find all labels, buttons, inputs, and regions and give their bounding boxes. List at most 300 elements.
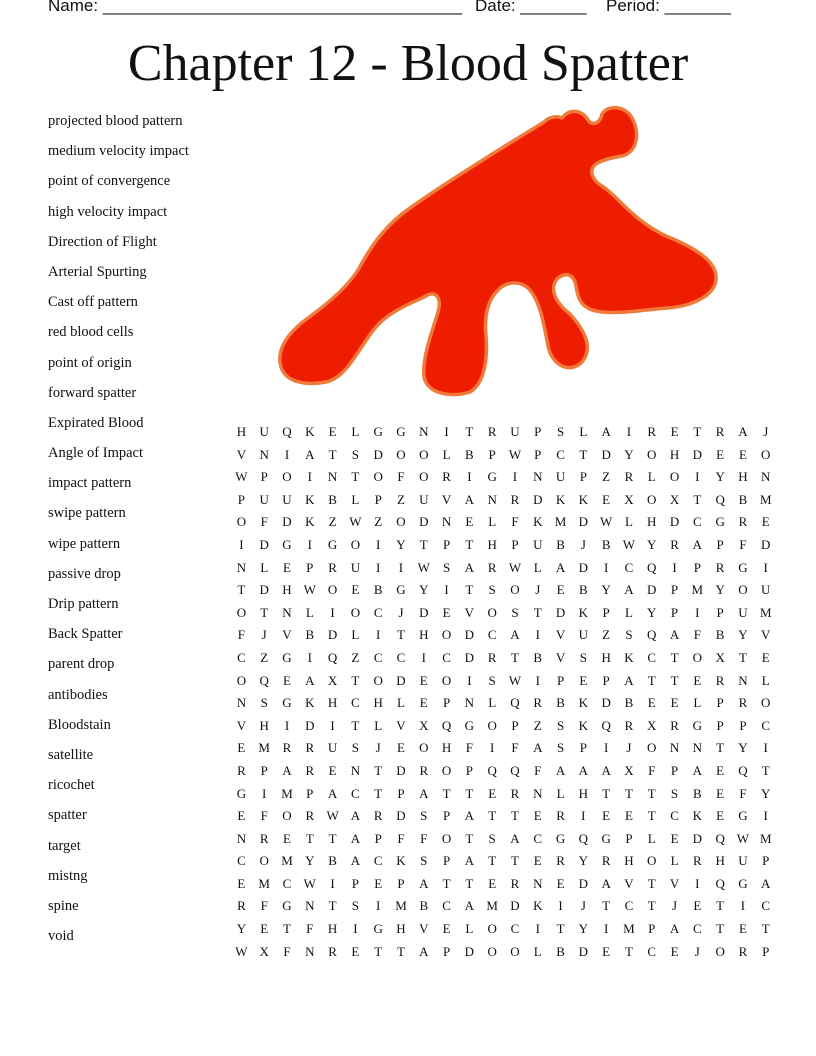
grid-letter[interactable]: Z: [602, 469, 611, 485]
grid-letter[interactable]: A: [419, 875, 429, 891]
grid-letter[interactable]: A: [624, 582, 634, 598]
grid-letter[interactable]: H: [669, 446, 680, 462]
grid-letter[interactable]: N: [305, 943, 315, 959]
grid-letter[interactable]: O: [647, 740, 657, 756]
grid-letter[interactable]: V: [555, 649, 566, 665]
grid-letter[interactable]: K: [305, 424, 315, 439]
grid-letter[interactable]: P: [762, 853, 770, 869]
grid-letter[interactable]: D: [419, 514, 429, 530]
grid-letter[interactable]: P: [602, 672, 610, 688]
grid-letter[interactable]: S: [351, 740, 359, 756]
grid-letter[interactable]: S: [625, 627, 633, 643]
grid-letter[interactable]: P: [762, 943, 770, 959]
grid-letter[interactable]: T: [351, 672, 360, 688]
grid-letter[interactable]: E: [260, 921, 269, 937]
grid-letter[interactable]: T: [488, 853, 497, 869]
grid-letter[interactable]: H: [487, 536, 497, 552]
grid-letter[interactable]: T: [716, 898, 725, 914]
grid-letter[interactable]: X: [715, 649, 725, 665]
grid-letter[interactable]: A: [282, 762, 292, 778]
grid-letter[interactable]: A: [464, 559, 475, 575]
grid-letter[interactable]: I: [467, 672, 472, 688]
grid-letter[interactable]: T: [328, 898, 337, 914]
grid-letter[interactable]: J: [626, 740, 632, 756]
grid-letter[interactable]: V: [441, 491, 452, 507]
grid-letter[interactable]: D: [578, 875, 589, 891]
grid-letter[interactable]: I: [535, 672, 540, 688]
grid-letter[interactable]: W: [417, 559, 430, 575]
grid-letter[interactable]: P: [579, 469, 587, 485]
grid-letter[interactable]: C: [647, 943, 657, 959]
grid-letter[interactable]: R: [715, 672, 725, 688]
grid-letter[interactable]: H: [601, 649, 611, 665]
grid-letter[interactable]: H: [396, 921, 406, 937]
grid-letter[interactable]: F: [237, 627, 246, 643]
grid-letter[interactable]: I: [512, 469, 518, 485]
grid-letter[interactable]: C: [624, 898, 634, 914]
grid-letter[interactable]: N: [419, 424, 429, 439]
grid-letter[interactable]: I: [421, 649, 426, 665]
grid-letter[interactable]: Q: [715, 875, 725, 891]
grid-letter[interactable]: G: [692, 717, 703, 733]
grid-letter[interactable]: E: [556, 582, 565, 598]
grid-letter[interactable]: E: [533, 853, 542, 869]
grid-letter[interactable]: F: [511, 740, 519, 756]
grid-letter[interactable]: I: [239, 536, 244, 552]
grid-letter[interactable]: W: [235, 943, 248, 959]
grid-letter[interactable]: E: [283, 830, 291, 846]
grid-letter[interactable]: O: [350, 604, 361, 620]
grid-letter[interactable]: U: [259, 424, 269, 439]
grid-letter[interactable]: C: [693, 921, 702, 937]
grid-letter[interactable]: N: [236, 559, 247, 575]
grid-letter[interactable]: I: [307, 649, 312, 665]
grid-letter[interactable]: E: [670, 695, 679, 711]
grid-letter[interactable]: B: [579, 582, 588, 598]
grid-letter[interactable]: T: [328, 446, 337, 462]
grid-letter[interactable]: P: [534, 424, 542, 439]
grid-letter[interactable]: U: [510, 424, 520, 439]
grid-letter[interactable]: K: [555, 491, 566, 507]
grid-letter[interactable]: D: [692, 830, 703, 846]
grid-letter[interactable]: N: [441, 514, 452, 530]
grid-letter[interactable]: O: [373, 469, 383, 485]
grid-letter[interactable]: C: [761, 717, 771, 733]
date-field[interactable]: Date: _______: [475, 0, 587, 15]
grid-letter[interactable]: C: [761, 898, 771, 914]
grid-letter[interactable]: E: [533, 808, 542, 824]
grid-letter[interactable]: I: [763, 559, 768, 575]
grid-letter[interactable]: R: [738, 943, 748, 959]
grid-letter[interactable]: I: [558, 898, 563, 914]
grid-letter[interactable]: J: [672, 898, 678, 914]
grid-letter[interactable]: R: [487, 559, 497, 575]
grid-letter[interactable]: S: [420, 808, 428, 824]
grid-letter[interactable]: B: [556, 695, 565, 711]
grid-letter[interactable]: R: [305, 740, 315, 756]
grid-letter[interactable]: I: [603, 559, 609, 575]
grid-letter[interactable]: F: [397, 469, 405, 485]
grid-letter[interactable]: A: [555, 559, 566, 575]
grid-letter[interactable]: E: [374, 875, 383, 891]
grid-letter[interactable]: A: [601, 875, 611, 891]
grid-letter[interactable]: O: [282, 469, 292, 485]
grid-letter[interactable]: O: [647, 853, 657, 869]
grid-letter[interactable]: T: [716, 921, 725, 937]
grid-letter[interactable]: E: [465, 514, 474, 530]
grid-letter[interactable]: K: [533, 514, 543, 530]
grid-letter[interactable]: E: [602, 943, 611, 959]
grid-letter[interactable]: W: [349, 514, 362, 530]
grid-letter[interactable]: A: [464, 491, 475, 507]
grid-letter[interactable]: B: [465, 446, 474, 462]
grid-letter[interactable]: L: [693, 695, 702, 711]
grid-letter[interactable]: X: [624, 762, 634, 778]
grid-letter[interactable]: P: [511, 536, 519, 552]
grid-letter[interactable]: E: [237, 740, 246, 756]
grid-letter[interactable]: P: [670, 762, 679, 778]
grid-letter[interactable]: P: [306, 785, 314, 801]
grid-letter[interactable]: F: [397, 830, 405, 846]
grid-letter[interactable]: T: [647, 898, 656, 914]
grid-letter[interactable]: S: [556, 717, 565, 733]
grid-letter[interactable]: X: [647, 717, 657, 733]
grid-letter[interactable]: O: [441, 762, 452, 778]
grid-letter[interactable]: I: [763, 740, 768, 756]
grid-letter[interactable]: K: [533, 898, 543, 914]
grid-letter[interactable]: O: [669, 469, 680, 485]
grid-letter[interactable]: P: [716, 717, 724, 733]
grid-letter[interactable]: V: [464, 604, 475, 620]
grid-letter[interactable]: S: [260, 695, 268, 711]
grid-letter[interactable]: Y: [624, 446, 634, 462]
grid-letter[interactable]: L: [397, 695, 405, 711]
grid-letter[interactable]: R: [305, 762, 315, 778]
grid-letter[interactable]: B: [693, 785, 702, 801]
grid-letter[interactable]: I: [444, 424, 449, 439]
grid-letter[interactable]: T: [510, 808, 519, 824]
grid-letter[interactable]: G: [555, 830, 566, 846]
grid-letter[interactable]: A: [669, 627, 680, 643]
grid-letter[interactable]: W: [508, 672, 522, 688]
grid-letter[interactable]: G: [282, 536, 292, 552]
grid-letter[interactable]: V: [761, 627, 771, 643]
grid-letter[interactable]: R: [419, 762, 429, 778]
grid-letter[interactable]: J: [261, 627, 267, 643]
grid-letter[interactable]: A: [533, 740, 543, 756]
grid-letter[interactable]: L: [351, 627, 360, 643]
grid-letter[interactable]: T: [305, 830, 314, 846]
grid-letter[interactable]: Y: [738, 627, 748, 643]
grid-letter[interactable]: R: [259, 830, 269, 846]
grid-letter[interactable]: M: [623, 921, 635, 937]
grid-letter[interactable]: G: [487, 469, 497, 485]
grid-letter[interactable]: O: [419, 446, 429, 462]
grid-letter[interactable]: C: [624, 559, 634, 575]
grid-letter[interactable]: Z: [602, 627, 611, 643]
grid-letter[interactable]: O: [327, 582, 338, 598]
grid-letter[interactable]: I: [489, 740, 495, 756]
grid-letter[interactable]: P: [693, 559, 701, 575]
grid-letter[interactable]: A: [510, 830, 520, 846]
grid-letter[interactable]: P: [716, 695, 724, 711]
grid-letter[interactable]: Q: [578, 830, 589, 846]
grid-letter[interactable]: G: [396, 424, 406, 439]
grid-letter[interactable]: E: [761, 514, 770, 530]
grid-letter[interactable]: R: [328, 559, 337, 575]
grid-letter[interactable]: F: [306, 921, 314, 937]
grid-letter[interactable]: F: [693, 627, 701, 643]
grid-letter[interactable]: O: [373, 672, 383, 688]
grid-letter[interactable]: M: [759, 491, 772, 507]
grid-letter[interactable]: S: [488, 582, 496, 598]
grid-letter[interactable]: I: [376, 627, 381, 643]
grid-letter[interactable]: K: [692, 808, 703, 824]
grid-letter[interactable]: D: [305, 717, 315, 733]
grid-letter[interactable]: E: [716, 785, 725, 801]
grid-letter[interactable]: R: [738, 695, 748, 711]
grid-letter[interactable]: D: [464, 649, 475, 665]
grid-letter[interactable]: V: [396, 717, 406, 733]
grid-letter[interactable]: P: [534, 446, 542, 462]
grid-letter[interactable]: I: [307, 536, 312, 552]
grid-letter[interactable]: F: [534, 762, 542, 778]
grid-letter[interactable]: A: [624, 672, 634, 688]
grid-letter[interactable]: G: [715, 514, 725, 530]
grid-letter[interactable]: R: [601, 853, 611, 869]
grid-letter[interactable]: E: [283, 672, 291, 688]
grid-letter[interactable]: R: [670, 717, 679, 733]
grid-letter[interactable]: E: [602, 808, 611, 824]
grid-letter[interactable]: R: [487, 649, 497, 665]
grid-letter[interactable]: V: [282, 627, 292, 643]
grid-letter[interactable]: Q: [282, 424, 292, 439]
grid-letter[interactable]: P: [670, 582, 679, 598]
grid-letter[interactable]: V: [669, 875, 680, 891]
grid-letter[interactable]: B: [328, 491, 337, 507]
grid-letter[interactable]: S: [442, 559, 451, 575]
grid-letter[interactable]: E: [738, 921, 747, 937]
grid-letter[interactable]: W: [303, 875, 316, 891]
grid-letter[interactable]: P: [260, 762, 268, 778]
grid-letter[interactable]: T: [465, 536, 474, 552]
grid-letter[interactable]: E: [579, 672, 588, 688]
grid-letter[interactable]: T: [761, 762, 770, 778]
grid-letter[interactable]: Y: [738, 740, 748, 756]
grid-letter[interactable]: A: [305, 672, 315, 688]
grid-letter[interactable]: N: [282, 604, 292, 620]
grid-letter[interactable]: S: [670, 785, 679, 801]
grid-letter[interactable]: I: [603, 740, 609, 756]
grid-letter[interactable]: H: [236, 424, 247, 439]
grid-letter[interactable]: I: [763, 808, 768, 824]
grid-letter[interactable]: T: [465, 424, 474, 439]
name-field[interactable]: Name: ______________________________________: [48, 0, 463, 15]
grid-letter[interactable]: P: [648, 921, 656, 937]
grid-letter[interactable]: D: [669, 514, 680, 530]
grid-letter[interactable]: A: [601, 424, 611, 439]
grid-letter[interactable]: I: [330, 717, 335, 733]
grid-letter[interactable]: O: [487, 717, 497, 733]
grid-letter[interactable]: X: [327, 672, 338, 688]
grid-letter[interactable]: Y: [396, 536, 406, 552]
grid-letter[interactable]: G: [236, 785, 247, 801]
grid-letter[interactable]: E: [738, 446, 747, 462]
grid-letter[interactable]: E: [693, 898, 702, 914]
grid-letter[interactable]: U: [738, 853, 748, 869]
grid-letter[interactable]: C: [351, 695, 360, 711]
grid-letter[interactable]: U: [555, 469, 566, 485]
grid-letter[interactable]: T: [328, 830, 337, 846]
grid-letter[interactable]: F: [260, 808, 268, 824]
grid-letter[interactable]: P: [625, 830, 633, 846]
grid-letter[interactable]: G: [738, 875, 748, 891]
grid-letter[interactable]: L: [647, 830, 656, 846]
grid-letter[interactable]: I: [376, 536, 381, 552]
grid-letter[interactable]: O: [236, 514, 247, 530]
grid-letter[interactable]: U: [350, 559, 361, 575]
grid-letter[interactable]: H: [647, 514, 657, 530]
grid-letter[interactable]: P: [442, 943, 451, 959]
grid-letter[interactable]: L: [533, 943, 542, 959]
grid-letter[interactable]: H: [738, 469, 748, 485]
grid-letter[interactable]: Q: [647, 627, 657, 643]
grid-letter[interactable]: W: [235, 469, 248, 485]
grid-letter[interactable]: K: [305, 491, 315, 507]
grid-letter[interactable]: R: [670, 536, 679, 552]
grid-letter[interactable]: N: [738, 672, 748, 688]
grid-letter[interactable]: I: [695, 604, 700, 620]
grid-letter[interactable]: R: [647, 424, 657, 439]
grid-letter[interactable]: P: [374, 830, 382, 846]
grid-letter[interactable]: N: [487, 491, 497, 507]
grid-letter[interactable]: D: [647, 582, 657, 598]
grid-letter[interactable]: O: [761, 446, 771, 462]
grid-letter[interactable]: G: [738, 559, 748, 575]
grid-letter[interactable]: G: [396, 582, 406, 598]
grid-letter[interactable]: D: [578, 559, 589, 575]
grid-letter[interactable]: H: [259, 717, 269, 733]
grid-letter[interactable]: O: [396, 514, 406, 530]
grid-letter[interactable]: R: [282, 740, 292, 756]
grid-letter[interactable]: I: [353, 921, 358, 937]
grid-letter[interactable]: P: [465, 762, 473, 778]
grid-letter[interactable]: C: [510, 921, 520, 937]
grid-letter[interactable]: P: [397, 785, 405, 801]
grid-letter[interactable]: B: [624, 695, 634, 711]
grid-letter[interactable]: Y: [761, 785, 771, 801]
grid-letter[interactable]: E: [716, 762, 725, 778]
grid-letter[interactable]: U: [761, 582, 771, 598]
grid-letter[interactable]: Q: [441, 717, 452, 733]
grid-letter[interactable]: A: [578, 762, 589, 778]
grid-letter[interactable]: Y: [305, 853, 315, 869]
grid-letter[interactable]: C: [647, 649, 657, 665]
grid-letter[interactable]: V: [236, 446, 247, 462]
grid-letter[interactable]: H: [715, 853, 725, 869]
grid-letter[interactable]: Y: [715, 469, 725, 485]
grid-letter[interactable]: F: [739, 536, 747, 552]
grid-letter[interactable]: R: [624, 469, 634, 485]
grid-letter[interactable]: Z: [351, 649, 360, 665]
grid-letter[interactable]: J: [375, 740, 381, 756]
grid-letter[interactable]: Y: [715, 582, 725, 598]
grid-letter[interactable]: O: [692, 649, 703, 665]
grid-letter[interactable]: A: [464, 853, 475, 869]
grid-letter[interactable]: V: [236, 717, 247, 733]
grid-letter[interactable]: I: [603, 921, 609, 937]
grid-letter[interactable]: D: [419, 604, 429, 620]
grid-letter[interactable]: R: [510, 785, 520, 801]
grid-letter[interactable]: D: [282, 514, 292, 530]
grid-letter[interactable]: H: [441, 740, 452, 756]
grid-letter[interactable]: E: [419, 695, 428, 711]
grid-letter[interactable]: G: [282, 649, 292, 665]
grid-letter[interactable]: X: [624, 491, 634, 507]
grid-letter[interactable]: D: [761, 536, 771, 552]
grid-letter[interactable]: X: [419, 717, 429, 733]
grid-letter[interactable]: F: [648, 762, 656, 778]
grid-letter[interactable]: E: [397, 740, 405, 756]
grid-letter[interactable]: R: [510, 875, 520, 891]
grid-letter[interactable]: K: [396, 853, 406, 869]
grid-letter[interactable]: H: [578, 785, 589, 801]
grid-letter[interactable]: E: [237, 875, 246, 891]
grid-letter[interactable]: K: [578, 695, 589, 711]
grid-letter[interactable]: T: [442, 785, 451, 801]
grid-letter[interactable]: I: [262, 785, 267, 801]
grid-letter[interactable]: I: [284, 446, 290, 462]
grid-letter[interactable]: E: [670, 830, 679, 846]
grid-letter[interactable]: I: [695, 469, 700, 485]
grid-letter[interactable]: N: [464, 695, 475, 711]
grid-letter[interactable]: G: [327, 536, 338, 552]
grid-letter[interactable]: Y: [647, 536, 657, 552]
grid-letter[interactable]: A: [692, 536, 703, 552]
grid-letter[interactable]: O: [510, 582, 520, 598]
grid-letter[interactable]: G: [601, 830, 611, 846]
grid-letter[interactable]: E: [624, 808, 633, 824]
grid-letter[interactable]: S: [420, 853, 428, 869]
period-field[interactable]: Period: _______: [606, 0, 731, 15]
grid-letter[interactable]: O: [419, 740, 429, 756]
grid-letter[interactable]: M: [759, 604, 772, 620]
grid-letter[interactable]: J: [694, 943, 700, 959]
grid-letter[interactable]: L: [465, 921, 474, 937]
grid-letter[interactable]: G: [738, 808, 748, 824]
grid-letter[interactable]: M: [486, 898, 498, 914]
grid-letter[interactable]: S: [556, 740, 565, 756]
grid-letter[interactable]: J: [398, 604, 404, 620]
grid-letter[interactable]: T: [556, 921, 565, 937]
grid-letter[interactable]: E: [442, 921, 451, 937]
grid-letter[interactable]: Q: [715, 830, 725, 846]
grid-letter[interactable]: F: [283, 943, 291, 959]
grid-letter[interactable]: P: [374, 491, 382, 507]
grid-letter[interactable]: A: [669, 921, 680, 937]
grid-letter[interactable]: D: [259, 536, 269, 552]
grid-letter[interactable]: E: [670, 943, 679, 959]
grid-letter[interactable]: A: [305, 446, 315, 462]
grid-letter[interactable]: I: [284, 717, 290, 733]
grid-letter[interactable]: W: [508, 446, 522, 462]
grid-letter[interactable]: O: [441, 672, 452, 688]
grid-letter[interactable]: E: [442, 604, 451, 620]
grid-letter[interactable]: I: [672, 559, 677, 575]
grid-letter[interactable]: T: [442, 875, 451, 891]
grid-letter[interactable]: T: [647, 875, 656, 891]
grid-letter[interactable]: Q: [510, 762, 520, 778]
